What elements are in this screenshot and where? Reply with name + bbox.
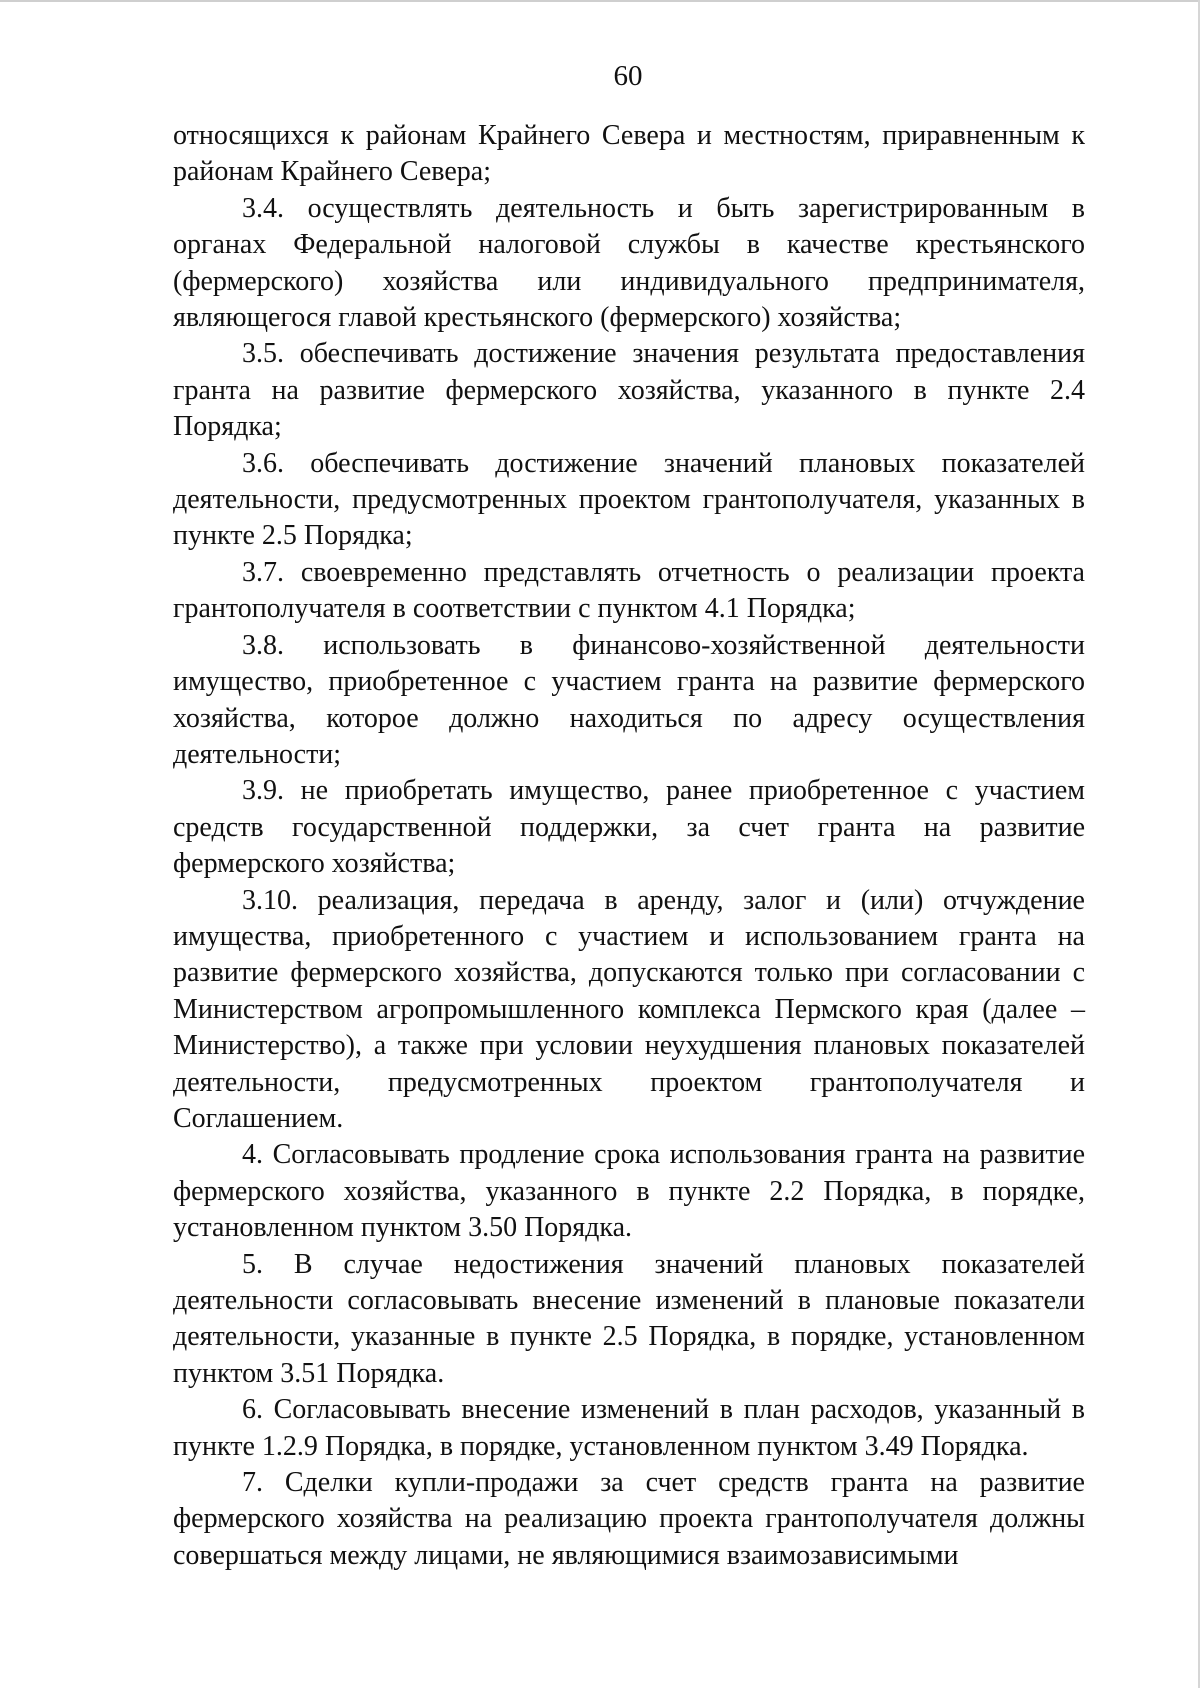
paragraph-3-4: 3.4. осуществлять деятельность и быть зарегистрированным в органах Федеральной налоговой службы в качестве крестьянского (фермерского) хозяйства или индивидуального предпринимателя, являющегося главой крестьянского (фермерского) хозяйства; [173,192,1085,334]
paragraph-5: 5. В случае недостижения значений плановых показателей деятельности согласовывать внесение изменений в плановые показатели деятельности, указанные в пункте 2.5 Порядка, в порядке, установленном пунктом 3.51 Порядка. [173,1248,1085,1389]
paragraph-7: 7. Сделки купли-продажи за счет средств гранта на развитие фермерского хозяйства на реализацию проекта грантополучателя должны совершаться между лицами, не являющимися взаимозависимыми [173,1467,1085,1571]
paragraph-3-5: 3.5. обеспечивать достижение значения результата предоставления гранта на развитие фермерского хозяйства, указанного в пункте 2.4 Порядка; [173,338,1085,443]
paragraph-3-8: 3.8. использовать в финансово-хозяйственной деятельности имущество, приобретенное с участием гранта на развитие фермерского хозяйства, которое должно находиться по адресу осуществления деятельности; [173,629,1085,770]
paragraph-3-6: 3.6. обеспечивать достижение значений плановых показателей деятельности, предусмотренных проектом грантополучателя, указанных в пункте 2.5 Порядка; [173,447,1085,552]
scan-edge-top [0,0,1200,2]
paragraph-4: 4. Согласовывать продление срока использования гранта на развитие фермерского хозяйства, указанного в пункте 2.2 Порядка, в порядке, установленном пунктом 3.50 Порядка. [173,1139,1085,1244]
paragraph-3-10: 3.10. реализация, передача в аренду, залог и (или) отчуждение имущества, приобретенного с участием и использованием гранта на развитие фермерского хозяйства, допускаются только при согласовании с Министерством агропромышленного комплекса Пермского края (далее – Министерство), а также при условии неухудшения плановых показателей деятельности, предусмотренных проектом грантополучателя и Соглашением. [173,884,1085,1134]
document-body [173,118,1085,1574]
paragraph-6: 6. Согласовывать внесение изменений в план расходов, указанный в пункте 1.2.9 Порядка, в порядке, установленном пунктом 3.49 Порядка. [173,1394,1085,1462]
page-number: 60 [613,60,643,92]
paragraph-3-7: 3.7. своевременно представлять отчетность о реализации проекта грантополучателя в соответствии с пунктом 4.1 Порядка; [173,556,1085,625]
paragraph-3-9: 3.9. не приобретать имущество, ранее приобретенное с участием средств государственной поддержки, за счет гранта на развитие фермерского хозяйства; [173,775,1085,880]
paragraph-continuation: относящихся к районам Крайнего Севера и местностям, приравненным к районам Крайнего Севера; [173,120,1085,188]
